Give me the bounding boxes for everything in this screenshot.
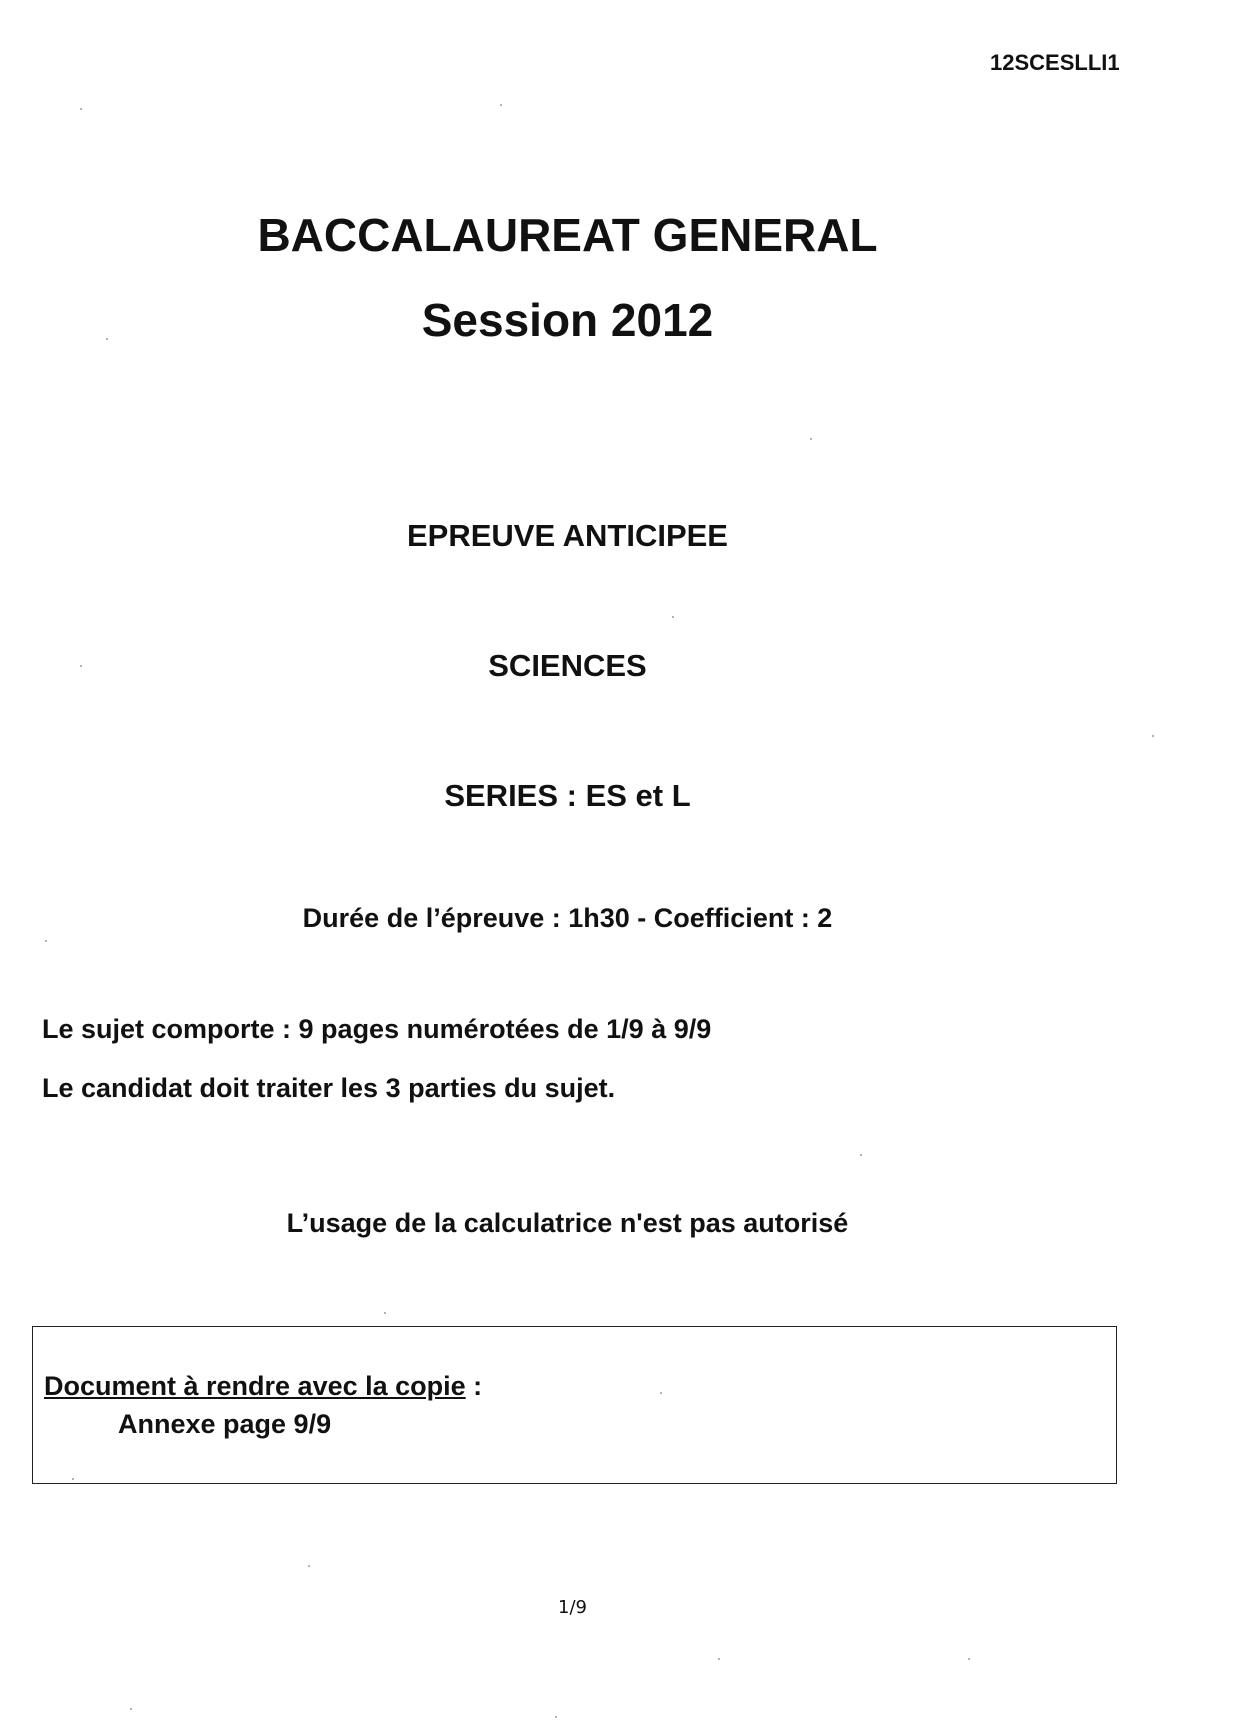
scan-speck — [968, 1658, 970, 1660]
scan-speck — [555, 1716, 557, 1718]
scan-speck — [384, 1312, 386, 1314]
calculator-note: L’usage de la calculatrice n'est pas autorisé — [286, 1208, 849, 1238]
scan-speck — [80, 665, 82, 667]
scan-speck — [72, 1478, 74, 1480]
parts-instruction: Le candidat doit traiter les 3 parties du sujet. — [42, 1073, 616, 1103]
scan-speck — [45, 940, 47, 942]
scan-speck — [810, 438, 812, 440]
scan-speck — [500, 104, 502, 106]
scan-speck — [130, 1708, 132, 1710]
notice-box — [32, 1326, 1117, 1484]
scan-speck — [1152, 735, 1154, 737]
exam-type: EPREUVE ANTICIPEE — [407, 518, 728, 553]
notice-heading — [44, 1371, 482, 1402]
notice-item: Annexe page 9/9 — [118, 1409, 332, 1439]
page-number: 1/9 — [558, 1597, 587, 1618]
scan-speck — [718, 1658, 720, 1660]
exam-subject: SCIENCES — [488, 648, 647, 683]
exam-duration: Durée de l’épreuve : 1h30 - Coefficient : 2 — [302, 903, 833, 933]
scan-speck — [106, 338, 108, 340]
document-code: 12SCESLLI1 — [990, 50, 1120, 75]
exam-title: BACCALAUREAT GENERAL — [257, 209, 878, 261]
page-count-info: Le sujet comporte : 9 pages numérotées de 1/9 à 9/9 — [42, 1014, 712, 1044]
notice-heading-text: Document à rendre avec la copie — [44, 1371, 466, 1401]
scan-speck — [660, 1392, 662, 1394]
scan-speck — [672, 616, 674, 618]
scan-speck — [860, 1154, 862, 1156]
scan-speck — [308, 1565, 310, 1567]
notice-heading-suffix: : — [465, 1371, 483, 1401]
scan-speck — [80, 108, 82, 110]
exam-series: SERIES : ES et L — [444, 778, 691, 813]
exam-session: Session 2012 — [421, 294, 714, 346]
